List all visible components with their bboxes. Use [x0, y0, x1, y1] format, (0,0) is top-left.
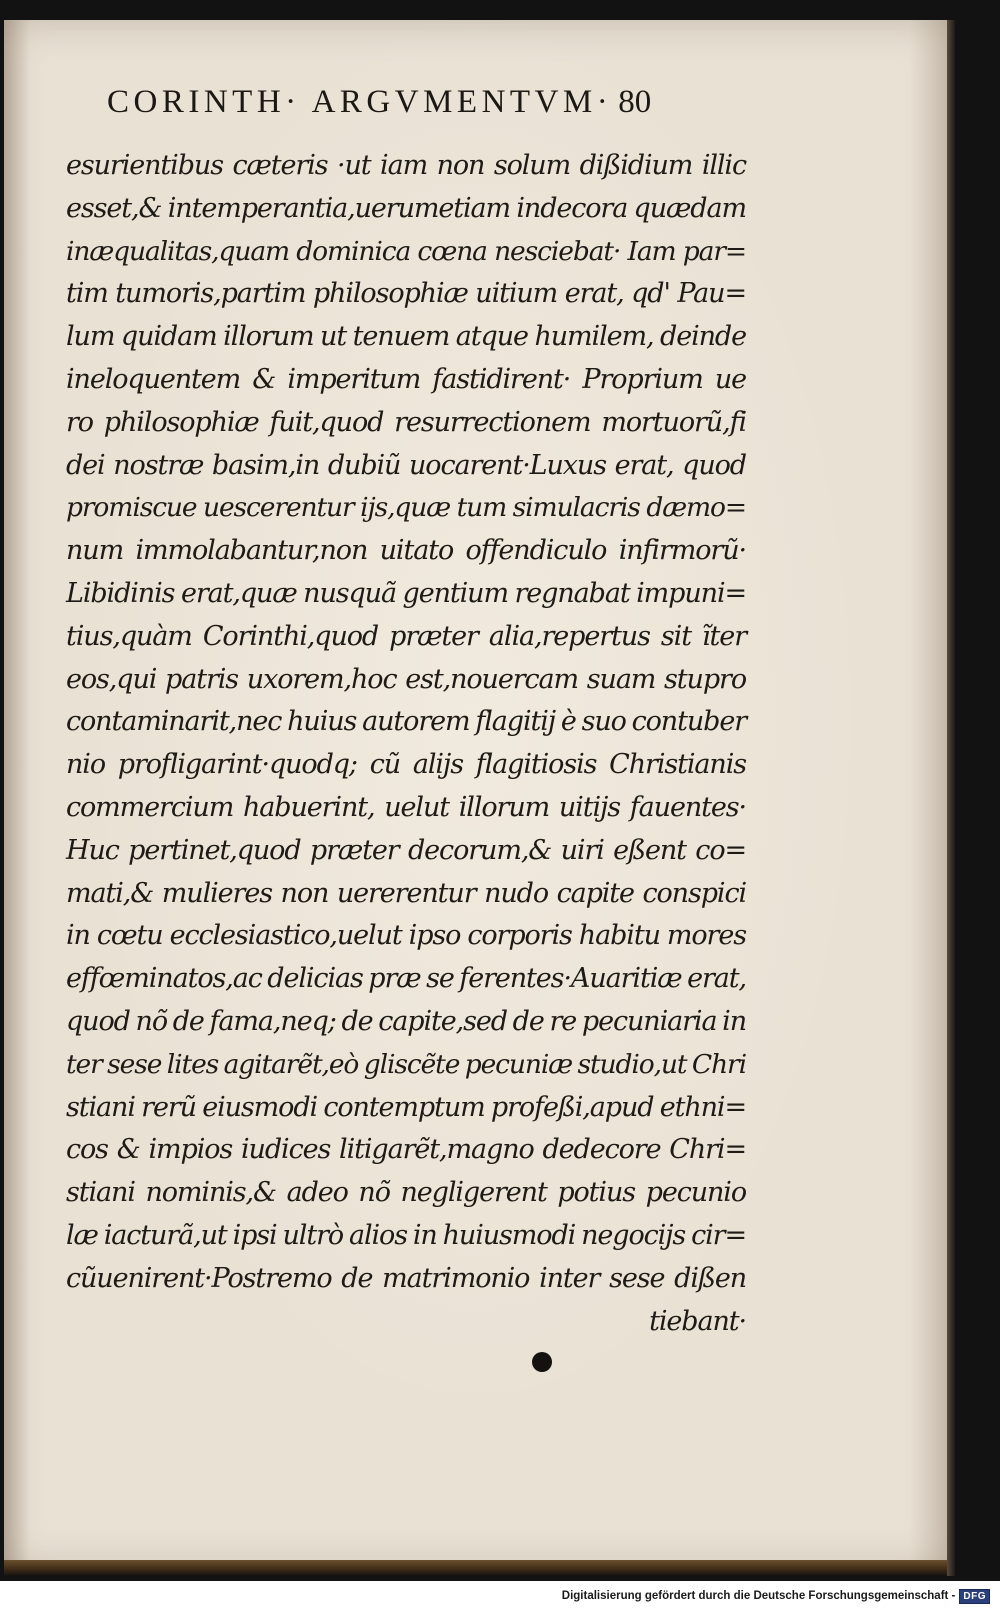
text-line: Huc pertinet,quod præter decorum,& uiri eßent co=	[66, 834, 746, 866]
text-line: commercium habuerint, uelut illorum uitijs fauentes·	[66, 791, 746, 823]
text-line: num immolabantur,non uitato offendiculo infirmorũ·	[66, 535, 746, 567]
text-line: lum quidam illorum ut tenuem atque humilem, deinde	[66, 321, 746, 353]
text-line: contaminarit,nec huius autorem flagitij è suo contuber	[66, 706, 746, 738]
text-line: cũuenirent·Postremo de matrimonio inter sese dißen	[66, 1262, 746, 1294]
text-line: nio profligarint·quodq; cũ alijs flagitiosis Christianis	[66, 749, 746, 781]
text-line: ro philosophiæ fuit,quod resurrectionem mortuorũ,fi	[66, 406, 746, 438]
running-head-title: CORINTH· ARGVMENTVM·	[107, 84, 613, 120]
running-head	[107, 84, 757, 124]
text-line: mati,& mulieres non uererentur nudo capite conspici	[66, 877, 746, 909]
text-line: promiscue uescerentur ijs,quæ tum simulacris dæmo=	[66, 492, 746, 524]
text-line: ineloquentem & imperitum fastidirent· Proprium ue	[66, 363, 746, 395]
text-line: in cœtu ecclesiastico,uelut ipso corporis habitu mores	[66, 920, 746, 952]
digitization-credit	[558, 1585, 994, 1607]
body-text	[66, 145, 746, 1343]
text-line: tius,quàm Corinthi,quod præter alia,repertus sit ĩter	[66, 620, 746, 652]
text-line: læ iacturã,ut ipsi ultrò alios in huiusmodi negocijs cir=	[66, 1219, 746, 1251]
text-line: inæqualitas,quam dominica cœna nesciebat· Iam par=	[66, 235, 746, 267]
text-line: esurientibus cæteris ·ut iam non solum dißidium illic	[66, 150, 746, 181]
text-line: dei nostræ basim,in dubiũ uocarent·Luxus erat, quod	[66, 449, 746, 481]
text-line: quod nõ de fama,neq; de capite,sed de re pecuniaria in	[66, 1005, 746, 1037]
text-line: ter sese lites agitarẽt,eò gliscẽte pecuniæ studio,ut Chri	[66, 1048, 746, 1080]
text-line: tiebant·	[649, 1305, 746, 1337]
text-line: Libidinis erat,quæ nusquã gentium regnabat impuni=	[66, 577, 746, 609]
text-line: esset,& intemperantia,uerumetiam indecora quædam	[66, 192, 746, 224]
page-right-edge	[947, 20, 955, 1576]
ornament-dot	[532, 1352, 552, 1372]
credit-text: Digitalisierung gefördert durch die Deutsche Forschungsgemeinschaft -	[561, 1590, 956, 1602]
text-line: effœminatos,ac delicias præ se ferentes·Auaritiæ erat,	[66, 963, 746, 995]
text-line: stiani rerũ eiusmodi contemptum profeßi,apud ethni=	[66, 1091, 746, 1123]
page-number: 80	[618, 84, 652, 120]
text-line: tim tumoris,partim philosophiæ uitium erat, qd' Pau=	[66, 278, 746, 310]
text-line: cos & impios iudices litigarẽt,magno dedecore Chri=	[66, 1134, 746, 1166]
text-line: stiani nominis,& adeo nõ negligerent potius pecunio	[66, 1177, 746, 1209]
text-line: eos,qui patris uxorem,hoc est,nouercam suam stupro	[66, 663, 746, 695]
dfg-logo-icon: DFG	[959, 1589, 990, 1604]
page-bottom-edge	[4, 1560, 947, 1576]
